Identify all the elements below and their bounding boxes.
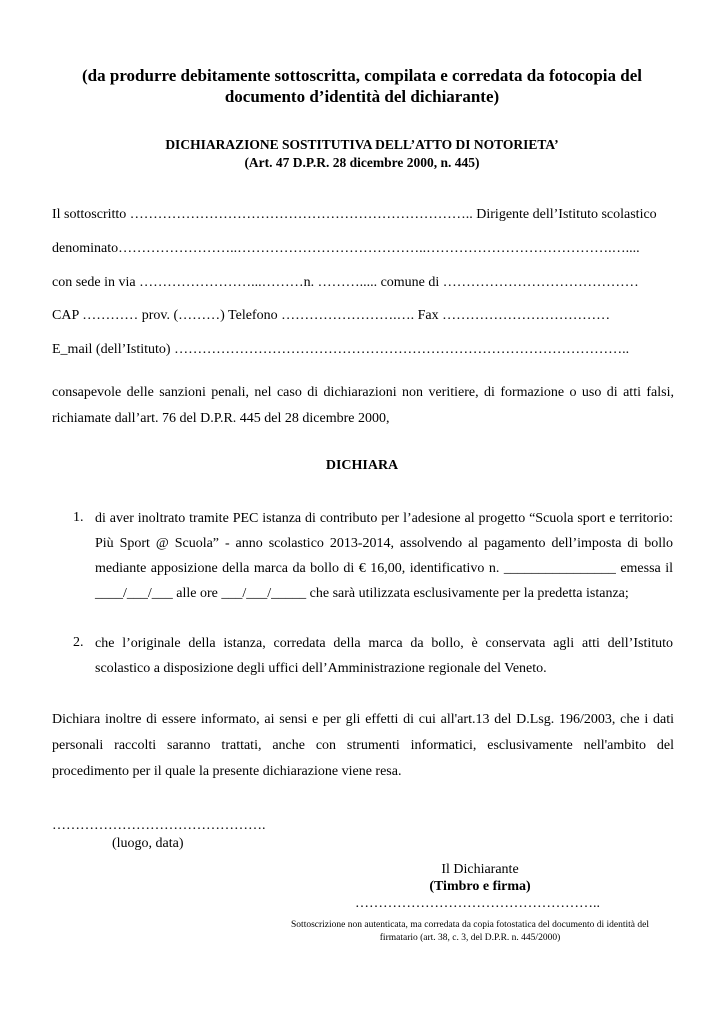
footnote-line-2: firmatario (art. 38, c. 3, del D.P.R. n. 445/2000) xyxy=(379,933,561,943)
list-item-2: che l’originale della istanza, corredata della marca da bollo, è conservata agli atti dell’Istituto scolastico a disposizione degli uffici dell’Amministrazione regionale del Veneto. xyxy=(95,636,673,676)
consapevole-paragraph: consapevole delle sanzioni penali, nel caso di dichiarazioni non veritiere, di formazione o uso di atti falsi, richiamate dall’art. 76 del D.P.R. 445 del 28 dicembre 2000, xyxy=(52,385,674,426)
header-line-1: (da produrre debitamente sottoscritta, compilata e corredata da fotocopia del xyxy=(82,66,642,85)
signature-sublabel: (Timbro e firma) xyxy=(429,879,531,894)
signature-line: …………………………………………….. xyxy=(355,896,600,911)
form-line-cap: CAP ………… prov. (………) Telefono …………………….…. Fax ……………………………… xyxy=(52,308,611,323)
form-line-denominato: denominato……………………..…………………………………..………………………………….….... xyxy=(52,241,640,256)
place-date-label: (luogo, data) xyxy=(112,836,184,851)
form-line-sottoscritto: Il sottoscritto ……………………………………………………………….. Dirigente dell’Istituto scolastico xyxy=(52,207,657,222)
footnote-line-1: Sottoscrizione non autenticata, ma corredata da copia fotostatica del documento di identità del xyxy=(291,920,649,930)
signature-label: Il Dichiarante xyxy=(441,862,519,877)
dichiara-heading: DICHIARA xyxy=(325,458,399,473)
header-line-2: documento d’identità del dichiarante) xyxy=(224,87,500,106)
list-item-number-2: 2. xyxy=(73,635,84,650)
form-line-sede: con sede in via ……………………...………n. ………..... comune di …………………………………… xyxy=(52,275,639,290)
privacy-paragraph: Dichiara inoltre di essere informato, ai sensi e per gli effetti di cui all'art.13 del D.Lsg. 196/2003, che i dati personali raccolti saranno trattati, anche con strumenti informatici, esclusivamente nell'ambito del procedimento per il quale la presente dichiarazione viene resa. xyxy=(52,712,674,779)
document-title: DICHIARAZIONE SOSTITUTIVA DELL’ATTO DI NOTORIETA’ xyxy=(165,137,559,152)
list-item-number-1: 1. xyxy=(73,510,84,525)
form-line-email: E_mail (dell’Istituto) …………………………………………………………………………………….. xyxy=(52,342,630,357)
place-date-line: ………………………………………. xyxy=(52,818,266,833)
list-item-1: di aver inoltrato tramite PEC istanza di contributo per l’adesione al progetto “Scuola sport e territorio: Più Sport @ Scuola” - anno scolastico 2013-2014, assolvendo al pagamento dell’imposta di bollo mediante apposizione della marca da bollo di € 16,00, identificativo n. ________________ emessa il ____/___/___ alle ore ___/___/_____ che sarà utilizzata esclusivamente per la predetta istanza; xyxy=(95,511,673,601)
document-subtitle: (Art. 47 D.P.R. 28 dicembre 2000, n. 445) xyxy=(244,155,480,170)
